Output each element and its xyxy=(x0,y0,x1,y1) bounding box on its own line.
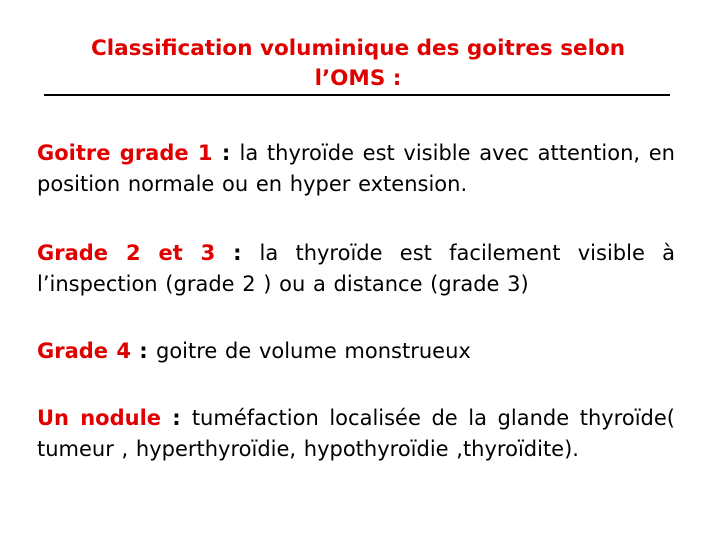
title-line-1: Classification voluminique des goitres selon xyxy=(90,36,626,61)
title-line-2: l’OMS : xyxy=(314,66,402,91)
slide-title xyxy=(40,34,676,94)
description-grade-2-3: la thyroïde est facilement visible à l’inspection (grade 2 ) ou a distance (grade 3) xyxy=(37,241,676,296)
description-goitre-grade-1: la thyroïde est visible avec attention, en position normale ou en hyper extension. xyxy=(37,141,675,196)
description-grade-4: goitre de volume monstrueux xyxy=(156,339,471,363)
term-grade-2-3: Grade 2 et 3 xyxy=(37,241,216,265)
definition-goitre-grade-1 xyxy=(37,138,675,200)
definition-grade-4 xyxy=(37,336,675,367)
separator-colon: : xyxy=(212,141,240,165)
description-un-nodule: tuméfaction localisée de la glande thyroïde( tumeur , hyperthyroïdie, hypothyroïdie ,thyroïdite). xyxy=(37,406,675,461)
separator-colon: : xyxy=(161,406,192,430)
separator-colon: : xyxy=(130,339,156,363)
definition-un-nodule xyxy=(37,403,675,465)
title-underline xyxy=(44,94,670,96)
term-grade-4: Grade 4 xyxy=(37,339,131,363)
term-goitre-grade-1: Goitre grade 1 xyxy=(37,141,213,165)
term-un-nodule: Un nodule xyxy=(37,406,162,430)
definition-grade-2-3 xyxy=(37,238,675,300)
separator-colon: : xyxy=(215,241,260,265)
